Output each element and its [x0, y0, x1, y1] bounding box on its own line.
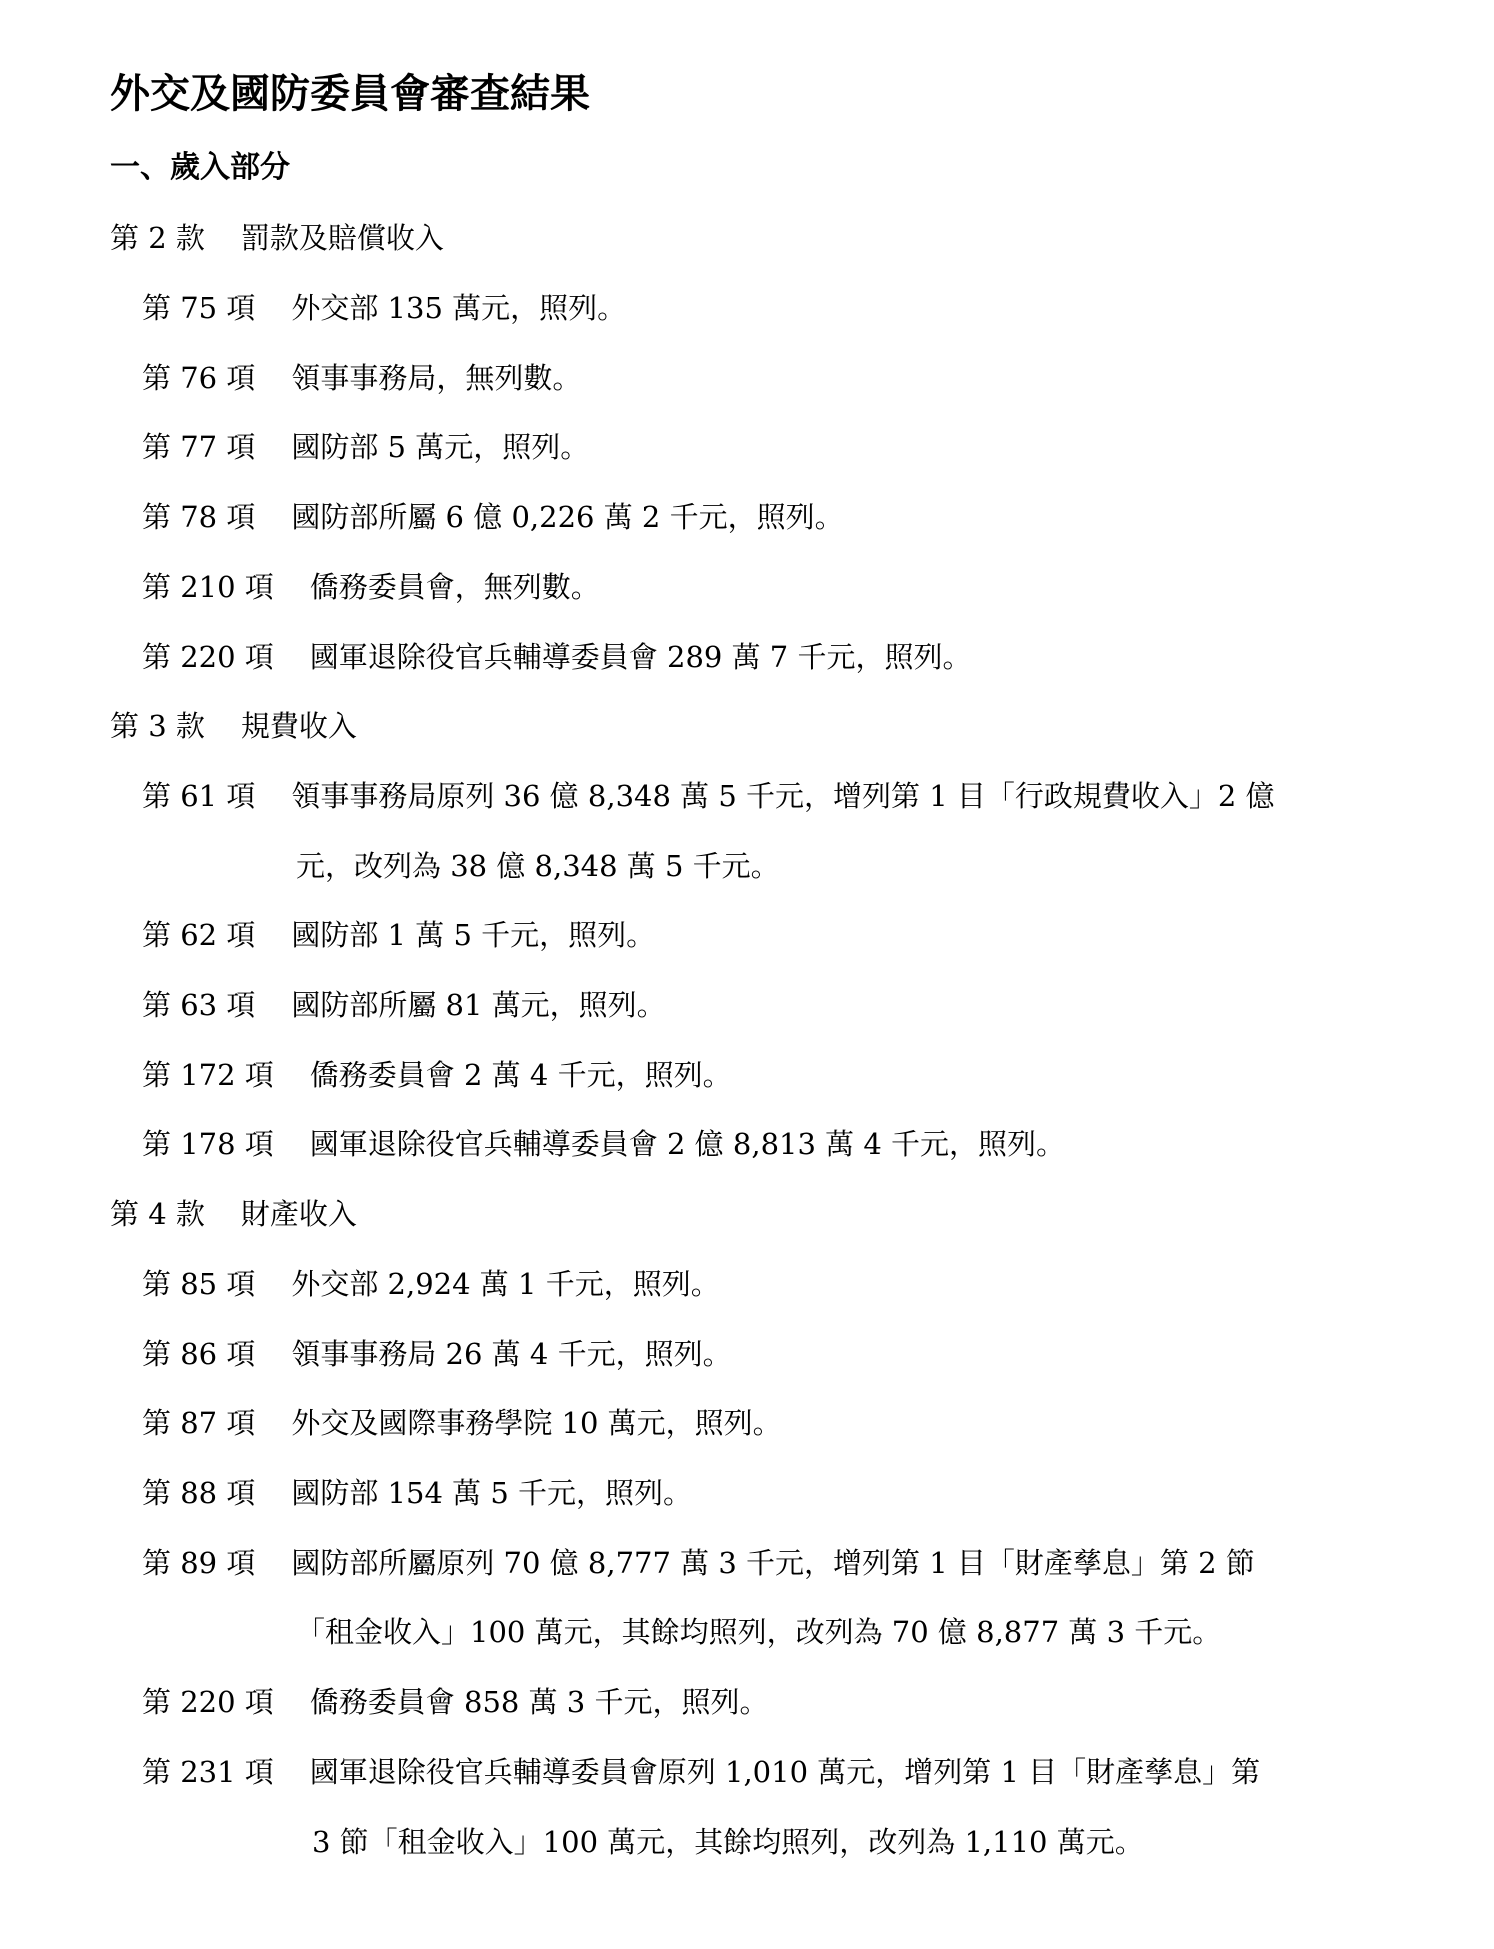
kuan-heading [110, 216, 444, 260]
item-line [142, 1471, 692, 1515]
item-line [142, 1262, 720, 1306]
item-line [142, 1401, 782, 1445]
item-text: 國防部 154 萬 5 千元，照列。 [291, 1476, 693, 1510]
item-text: 國防部所屬原列 70 億 8,777 萬 3 千元，增列第 1 目「財產孳息」第 2 節 [291, 1546, 1255, 1580]
kuan-title: 規費收入 [240, 709, 357, 743]
item-text: 國軍退除役官兵輔導委員會 289 萬 7 千元，照列。 [309, 640, 972, 674]
item-label: 第 89 項 [142, 1546, 256, 1580]
kuan-label: 第 2 款 [110, 221, 205, 255]
item-label: 第 61 項 [142, 779, 256, 813]
item-text: 國防部 1 萬 5 千元，照列。 [291, 918, 656, 952]
kuan-label: 第 4 款 [110, 1197, 205, 1231]
item-line [142, 1750, 1260, 1794]
item-line [142, 635, 971, 679]
item-label: 第 220 項 [142, 640, 274, 674]
item-label: 第 76 項 [142, 361, 256, 395]
item-line [142, 356, 581, 400]
item-line [142, 1053, 732, 1097]
item-text: 領事事務局原列 36 億 8,348 萬 5 千元，增列第 1 目「行政規費收入」2 億 [291, 779, 1275, 813]
item-label: 第 77 項 [142, 430, 256, 464]
item-line [142, 1680, 768, 1724]
item-line [142, 983, 666, 1027]
item-text: 國防部所屬 6 億 0,226 萬 2 千元，照列。 [291, 500, 844, 534]
item-label: 第 78 項 [142, 500, 256, 534]
item-continuation: 元，改列為 38 億 8,348 萬 5 千元。 [296, 849, 780, 883]
item-text: 外交及國際事務學院 10 萬元，照列。 [291, 1406, 782, 1440]
item-line [142, 425, 589, 469]
item-text: 僑務委員會 858 萬 3 千元，照列。 [309, 1685, 769, 1719]
item-label: 第 85 項 [142, 1267, 256, 1301]
item-text: 領事事務局，無列數。 [291, 361, 582, 395]
item-label: 第 88 項 [142, 1476, 256, 1510]
item-line [142, 1541, 1255, 1585]
item-text: 國軍退除役官兵輔導委員會原列 1,010 萬元，增列第 1 目「財產孳息」第 [309, 1755, 1261, 1789]
item-line [142, 565, 600, 609]
kuan-label: 第 3 款 [110, 709, 205, 743]
item-label: 第 210 項 [142, 570, 274, 604]
item-line [142, 1332, 732, 1376]
item-continuation: 「租金收入」100 萬元，其餘均照列，改列為 70 億 8,877 萬 3 千元。 [296, 1615, 1222, 1649]
document-title: 外交及國防委員會審查結果 [110, 71, 590, 117]
kuan-heading [110, 704, 357, 748]
item-continuation: 3 節「租金收入」100 萬元，其餘均照列，改列為 1,110 萬元。 [312, 1825, 1144, 1859]
item-line [142, 913, 655, 957]
item-label: 第 75 項 [142, 291, 256, 325]
item-label: 第 86 項 [142, 1337, 256, 1371]
kuan-heading [110, 1192, 357, 1236]
item-label: 第 87 項 [142, 1406, 256, 1440]
item-text: 國軍退除役官兵輔導委員會 2 億 8,813 萬 4 千元，照列。 [309, 1127, 1066, 1161]
item-line [142, 1122, 1065, 1166]
item-line [142, 774, 1275, 818]
item-text: 國防部 5 萬元，照列。 [291, 430, 590, 464]
item-label: 第 63 項 [142, 988, 256, 1022]
item-label: 第 220 項 [142, 1685, 274, 1719]
item-text: 國防部所屬 81 萬元，照列。 [291, 988, 666, 1022]
item-text: 僑務委員會 2 萬 4 千元，照列。 [309, 1058, 732, 1092]
item-line [142, 286, 626, 330]
item-label: 第 62 項 [142, 918, 256, 952]
item-label: 第 178 項 [142, 1127, 274, 1161]
item-text: 領事事務局 26 萬 4 千元，照列。 [291, 1337, 732, 1371]
item-line [142, 495, 844, 539]
item-text: 僑務委員會，無列數。 [309, 570, 600, 604]
item-text: 外交部 2,924 萬 1 千元，照列。 [291, 1267, 720, 1301]
item-label: 第 231 項 [142, 1755, 274, 1789]
kuan-title: 財產收入 [240, 1197, 357, 1231]
kuan-title: 罰款及賠償收入 [240, 221, 444, 255]
item-label: 第 172 項 [142, 1058, 274, 1092]
item-text: 外交部 135 萬元，照列。 [291, 291, 627, 325]
section-heading: 一、歲入部分 [110, 150, 290, 185]
